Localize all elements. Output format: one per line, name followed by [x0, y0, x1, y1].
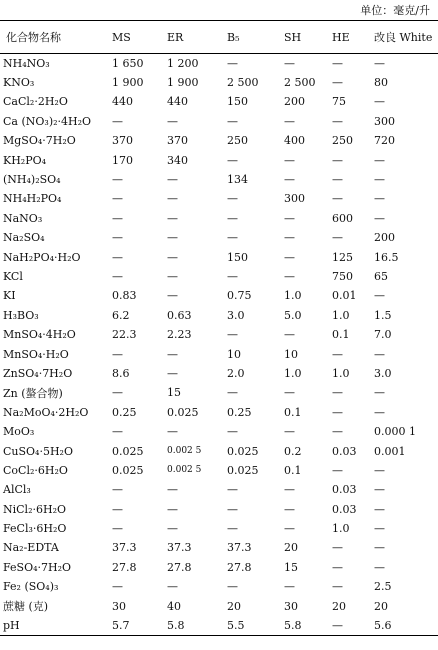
cell-b5: —	[227, 502, 238, 516]
cell-b5: 0.025	[227, 444, 259, 458]
header-compound: 化合物名称	[0, 21, 106, 54]
cell-he: —	[332, 192, 343, 206]
cell-ms: 27.8	[112, 560, 137, 574]
cell-compound: NH₄H₂PO₄	[3, 192, 62, 206]
cell-b5: 150	[227, 250, 248, 264]
header-ms: MS	[106, 21, 161, 54]
cell-sh: 0.1	[284, 405, 302, 419]
cell-he: 0.03	[332, 483, 357, 497]
cell-ms: 0.025	[112, 463, 144, 477]
cell-sh: 10	[284, 347, 298, 361]
cell-b5: —	[227, 269, 238, 283]
cell-ms: 1 650	[112, 56, 144, 70]
cell-sh: 5.0	[284, 308, 302, 322]
cell-b5: 0.75	[227, 289, 252, 303]
cell-b5: 20	[227, 599, 241, 613]
cell-he: 600	[332, 211, 353, 225]
cell-ms: 0.83	[112, 289, 137, 303]
unit-label: 单位：毫克/升	[360, 4, 430, 17]
table-row	[0, 73, 438, 92]
cell-ms: 1 900	[112, 76, 144, 90]
cell-compound: FeSO₄·7H₂O	[3, 560, 72, 574]
cell-compound: KH₂PO₄	[3, 153, 47, 167]
table-row	[0, 209, 438, 228]
cell-er: —	[167, 347, 178, 361]
cell-sh: 0.1	[284, 463, 302, 477]
cell-sh: —	[284, 386, 295, 400]
cell-compound: Na₂-EDTA	[3, 541, 59, 555]
cell-er: 27.8	[167, 560, 192, 574]
cell-compound: ZnSO₄·7H₂O	[3, 366, 73, 380]
cell-sh: —	[284, 522, 295, 536]
cell-he: 0.1	[332, 328, 350, 342]
cell-ms: —	[112, 425, 123, 439]
header-er: ER	[161, 21, 221, 54]
cell-compound: Zn (螯合物)	[3, 386, 63, 400]
cell-ms: 0.25	[112, 405, 137, 419]
cell-b5: 27.8	[227, 560, 252, 574]
table-row	[0, 480, 438, 499]
cell-he: 250	[332, 134, 353, 148]
cell-sh: 1.0	[284, 289, 302, 303]
cell-b5: 150	[227, 95, 248, 109]
cell-b5: —	[227, 231, 238, 245]
cell-er: —	[167, 250, 178, 264]
cell-white: 20	[374, 599, 388, 613]
cell-ms: —	[112, 386, 123, 400]
cell-sh: —	[284, 153, 295, 167]
cell-he: —	[332, 560, 343, 574]
cell-sh: —	[284, 173, 295, 187]
cell-er: —	[167, 289, 178, 303]
cell-he: —	[332, 231, 343, 245]
cell-sh: 5.8	[278, 616, 326, 635]
cell-er: 0.002 5	[167, 446, 202, 456]
cell-sh: —	[284, 114, 295, 128]
cell-white: —	[374, 56, 385, 70]
table-row	[0, 519, 438, 538]
cell-white: —	[374, 347, 385, 361]
cell-white: —	[374, 522, 385, 536]
cell-er: —	[167, 483, 178, 497]
cell-he: —	[332, 425, 343, 439]
cell-b5: —	[227, 114, 238, 128]
cell-sh: 15	[284, 560, 298, 574]
table-row	[0, 112, 438, 131]
cell-sh: 200	[284, 95, 305, 109]
cell-he: —	[332, 386, 343, 400]
cell-ms: 22.3	[112, 328, 137, 342]
cell-white: —	[374, 289, 385, 303]
cell-white: 16.5	[374, 250, 399, 264]
cell-ms: 6.2	[112, 308, 130, 322]
table-row	[0, 306, 438, 325]
cell-compound: MgSO₄·7H₂O	[3, 134, 76, 148]
header-row	[0, 21, 438, 54]
cell-er: 15	[167, 386, 181, 400]
cell-compound: NaNO₃	[3, 211, 43, 225]
cell-white: —	[374, 541, 385, 555]
cell-white: 1.5	[374, 308, 392, 322]
cell-b5: —	[227, 192, 238, 206]
cell-white: —	[374, 483, 385, 497]
cell-er: 37.3	[167, 541, 192, 555]
cell-ms: —	[112, 173, 123, 187]
cell-compound: pH	[0, 616, 106, 635]
cell-compound: CoCl₂·6H₂O	[3, 463, 68, 477]
cell-er: —	[167, 114, 178, 128]
cell-ms: —	[112, 114, 123, 128]
cell-er: —	[167, 502, 178, 516]
cell-sh: 400	[284, 134, 305, 148]
cell-white: 300	[374, 114, 395, 128]
cell-he: —	[332, 405, 343, 419]
header-white: 改良 White	[368, 21, 438, 54]
cell-sh: 300	[284, 192, 305, 206]
cell-er: —	[167, 231, 178, 245]
cell-white: 65	[374, 269, 388, 283]
cell-compound: (NH₄)₂SO₄	[3, 173, 61, 187]
cell-he: —	[332, 76, 343, 90]
cell-ms: 170	[112, 153, 133, 167]
cell-compound: CuSO₄·5H₂O	[3, 444, 73, 458]
cell-compound: FeCl₃·6H₂O	[3, 522, 67, 536]
cell-sh: —	[284, 483, 295, 497]
cell-compound: NH₄NO₃	[3, 56, 50, 70]
cell-he: —	[332, 56, 343, 70]
cell-ms: —	[112, 522, 123, 536]
cell-sh: —	[284, 580, 295, 594]
cell-er: —	[167, 211, 178, 225]
cell-er: —	[167, 173, 178, 187]
cell-b5: 0.25	[227, 405, 252, 419]
cell-he: 20	[332, 599, 346, 613]
table-body	[0, 54, 438, 636]
table-row	[0, 364, 438, 383]
cell-er: —	[167, 366, 178, 380]
cell-sh: 1.0	[284, 366, 302, 380]
cell-er: 1 200	[167, 56, 199, 70]
cell-b5: 2.0	[227, 366, 245, 380]
cell-white: —	[374, 386, 385, 400]
cell-b5: —	[227, 328, 238, 342]
cell-white: —	[374, 463, 385, 477]
cell-he: —	[332, 153, 343, 167]
cell-compound: H₃BO₃	[3, 308, 39, 322]
cell-compound: KNO₃	[3, 76, 35, 90]
cell-sh: 20	[284, 541, 298, 555]
cell-b5: 2 500	[227, 76, 259, 90]
cell-er: 2.23	[167, 328, 192, 342]
cell-white: 7.0	[374, 328, 392, 342]
cell-white: 200	[374, 231, 395, 245]
cell-sh: 30	[284, 599, 298, 613]
cell-b5: —	[227, 211, 238, 225]
cell-er: 0.025	[167, 405, 199, 419]
table-row	[0, 499, 438, 518]
cell-er: 370	[167, 134, 188, 148]
cell-he: 75	[332, 95, 346, 109]
cell-he: 0.03	[332, 502, 357, 516]
cell-white: —	[374, 173, 385, 187]
cell-he: 1.0	[332, 366, 350, 380]
cell-white: —	[374, 502, 385, 516]
media-composition-table	[0, 20, 438, 636]
cell-he: 1.0	[332, 522, 350, 536]
cell-sh: —	[284, 56, 295, 70]
cell-compound: CaCl₂·2H₂O	[3, 95, 68, 109]
table-row	[0, 383, 438, 402]
cell-compound: MnSO₄·4H₂O	[3, 328, 76, 342]
cell-he: 750	[332, 269, 353, 283]
cell-er: 440	[167, 95, 188, 109]
cell-compound: 蔗糖 (克)	[3, 600, 49, 614]
cell-er: —	[167, 580, 178, 594]
header-he: HE	[326, 21, 368, 54]
table-row	[0, 596, 438, 615]
cell-ms: 8.6	[112, 366, 130, 380]
cell-er: —	[167, 425, 178, 439]
cell-ms: —	[112, 347, 123, 361]
cell-er: —	[167, 522, 178, 536]
cell-he: —	[332, 541, 343, 555]
cell-compound: Na₂MoO₄·2H₂O	[3, 405, 89, 419]
table-row	[0, 267, 438, 286]
cell-ms: —	[112, 231, 123, 245]
table-row	[0, 441, 438, 460]
cell-b5: 250	[227, 134, 248, 148]
cell-er: —	[167, 269, 178, 283]
cell-ms: 37.3	[112, 541, 137, 555]
cell-compound: Na₂SO₄	[3, 231, 45, 245]
cell-b5: 134	[227, 173, 248, 187]
cell-er: 340	[167, 153, 188, 167]
cell-b5: 5.5	[221, 616, 278, 635]
cell-white: 80	[374, 76, 388, 90]
cell-ms: 370	[112, 134, 133, 148]
cell-he: 0.03	[332, 444, 357, 458]
cell-sh: —	[284, 231, 295, 245]
table-row	[0, 247, 438, 266]
cell-sh: —	[284, 425, 295, 439]
table-row	[0, 131, 438, 150]
cell-er: —	[167, 192, 178, 206]
table-row	[0, 92, 438, 111]
cell-er: 0.002 5	[167, 465, 202, 476]
table-row	[0, 170, 438, 189]
cell-white: 3.0	[374, 366, 392, 380]
cell-he: —	[332, 580, 343, 594]
cell-ms: —	[112, 269, 123, 283]
cell-b5: —	[227, 56, 238, 70]
cell-he: —	[326, 616, 368, 635]
cell-sh: —	[284, 211, 295, 225]
header-b5: B₅	[221, 21, 278, 54]
header-sh: SH	[278, 21, 326, 54]
cell-b5: —	[227, 153, 238, 167]
cell-compound: MoO₃	[3, 425, 35, 439]
cell-white: —	[374, 192, 385, 206]
cell-white: 0.000 1	[374, 425, 416, 439]
cell-er: 1 900	[167, 76, 199, 90]
cell-sh: —	[284, 328, 295, 342]
cell-sh: 0.2	[284, 444, 302, 458]
cell-he: —	[332, 173, 343, 187]
cell-ms: —	[112, 211, 123, 225]
cell-he: 1.0	[332, 308, 350, 322]
cell-sh: —	[284, 269, 295, 283]
cell-he: —	[332, 347, 343, 361]
table-row	[0, 403, 438, 422]
cell-white: —	[374, 95, 385, 109]
cell-ms: —	[112, 250, 123, 264]
table-row	[0, 325, 438, 344]
cell-compound: NaH₂PO₄·H₂O	[3, 250, 81, 264]
table-row	[0, 54, 438, 73]
cell-compound: Fe₂ (SO₄)₃	[3, 580, 59, 594]
cell-white: 720	[374, 134, 395, 148]
cell-white: —	[374, 211, 385, 225]
cell-white: 2.5	[374, 580, 392, 594]
table-row	[0, 616, 438, 635]
table-row	[0, 538, 438, 557]
cell-compound: NiCl₂·6H₂O	[3, 502, 67, 516]
cell-white: 0.001	[374, 444, 406, 458]
cell-ms: 0.025	[112, 444, 144, 458]
cell-compound: KI	[3, 289, 16, 303]
cell-ms: —	[112, 192, 123, 206]
cell-er: 40	[167, 599, 181, 613]
table-row	[0, 286, 438, 305]
cell-ms: 5.7	[106, 616, 161, 635]
cell-ms: 440	[112, 95, 133, 109]
cell-b5: —	[227, 522, 238, 536]
cell-white: 5.6	[368, 616, 438, 635]
cell-compound: MnSO₄·H₂O	[3, 347, 69, 361]
cell-er: 5.8	[161, 616, 221, 635]
cell-ms: 30	[112, 599, 126, 613]
table-row	[0, 344, 438, 363]
table-row	[0, 422, 438, 441]
cell-white: —	[374, 153, 385, 167]
cell-white: —	[374, 405, 385, 419]
cell-sh: —	[284, 250, 295, 264]
cell-b5: —	[227, 483, 238, 497]
cell-b5: —	[227, 425, 238, 439]
table-row	[0, 461, 438, 480]
cell-ms: —	[112, 502, 123, 516]
table-row	[0, 150, 438, 169]
cell-he: 0.01	[332, 289, 357, 303]
cell-he: —	[332, 114, 343, 128]
table-row	[0, 228, 438, 247]
table-row	[0, 577, 438, 596]
table-row	[0, 189, 438, 208]
cell-white: —	[374, 560, 385, 574]
cell-sh: 2 500	[284, 76, 316, 90]
cell-sh: —	[284, 502, 295, 516]
cell-er: 0.63	[167, 308, 192, 322]
cell-b5: 0.025	[227, 463, 259, 477]
cell-he: —	[332, 463, 343, 477]
table-row	[0, 558, 438, 577]
cell-ms: —	[112, 483, 123, 497]
cell-b5: —	[227, 580, 238, 594]
cell-compound: AlCl₃	[3, 483, 31, 497]
cell-compound: KCl	[3, 269, 23, 283]
cell-b5: —	[227, 386, 238, 400]
cell-b5: 3.0	[227, 308, 245, 322]
cell-ms: —	[112, 580, 123, 594]
cell-he: 125	[332, 250, 353, 264]
cell-b5: 10	[227, 347, 241, 361]
cell-b5: 37.3	[227, 541, 252, 555]
cell-compound: Ca (NO₃)₂·4H₂O	[3, 114, 92, 128]
